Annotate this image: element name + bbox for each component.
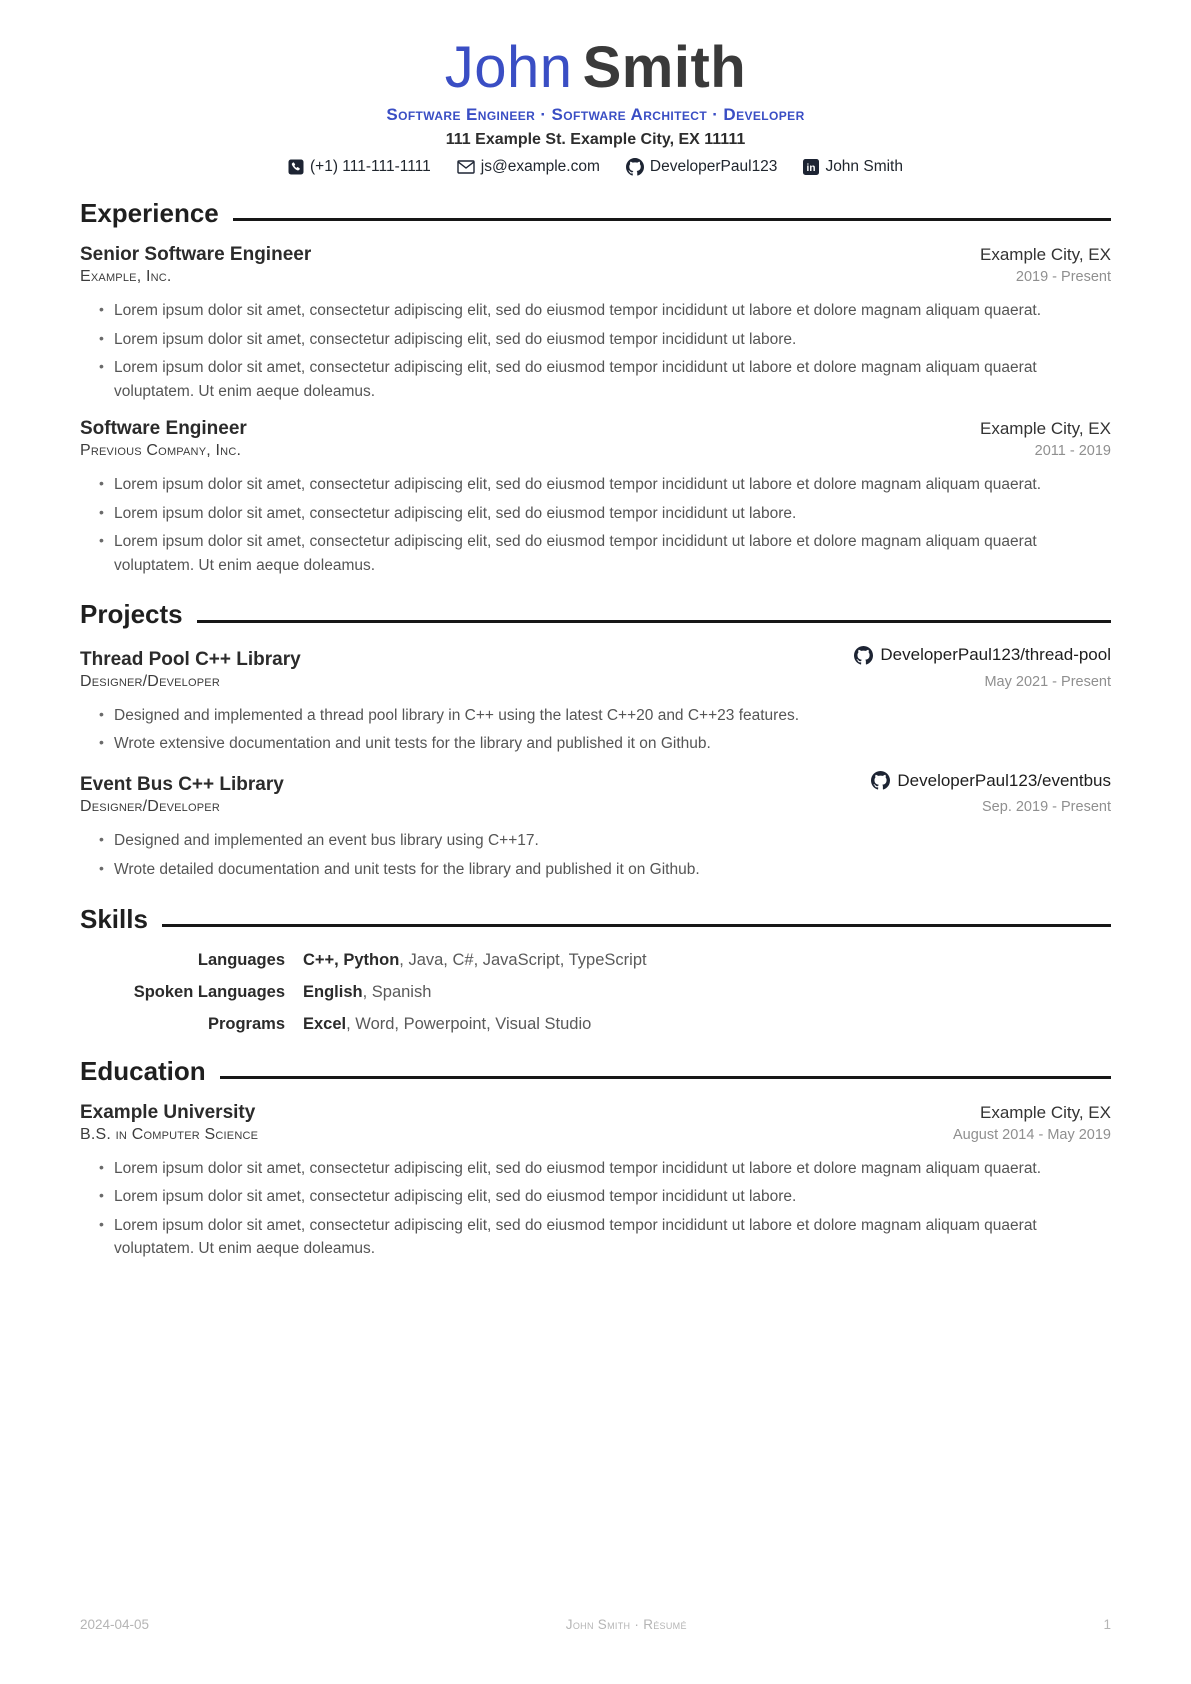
skill-value-strong: Excel — [303, 1014, 347, 1033]
email-contact[interactable] — [457, 158, 600, 176]
section-heading-projects: Projects — [80, 599, 183, 630]
bullet-item: • Lorem ipsum dolor sit amet, consectetur adipiscing elit, sed do eiusmod tempor incididunt ut labore et dolore magnam aliquam quaerat. — [114, 473, 1111, 497]
skill-value-rest: , Spanish — [362, 982, 432, 1001]
project-repo-link[interactable] — [854, 645, 1111, 665]
degree: B.S. in Computer Science — [80, 1125, 259, 1143]
bullet-item: • Lorem ipsum dolor sit amet, consectetur adipiscing elit, sed do eiusmod tempor incididunt ut labore. — [114, 328, 1111, 352]
education-entry — [80, 1102, 1111, 1261]
bullet-item: • Lorem ipsum dolor sit amet, consectetur adipiscing elit, sed do eiusmod tempor incididunt ut labore. — [114, 1185, 1111, 1209]
skill-value-rest: , Word, Powerpoint, Visual Studio — [346, 1014, 592, 1033]
school-location: Example City, EX — [979, 1102, 1111, 1122]
section-rule — [162, 924, 1111, 927]
skills-table — [80, 951, 1111, 1034]
project-dates: May 2021 - Present — [984, 673, 1111, 690]
project-bullets — [80, 829, 1111, 881]
last-name: Smith — [582, 35, 747, 100]
bullet-item: • Lorem ipsum dolor sit amet, consectetur adipiscing elit, sed do eiusmod tempor incididunt ut labore et dolore magnam aliquam quaerat voluptatem. Ut enim aeque doleamus. — [114, 530, 1111, 577]
project-title: Thread Pool C++ Library — [80, 648, 301, 670]
first-name: John — [444, 35, 573, 100]
project-bullets — [80, 704, 1111, 756]
job-bullets — [80, 299, 1111, 403]
skill-value — [303, 983, 1111, 1002]
full-name — [80, 36, 1111, 101]
job-bullets — [80, 473, 1111, 577]
project-dates: Sep. 2019 - Present — [982, 799, 1111, 816]
project-role: Designer/Developer — [80, 798, 220, 816]
project-role: Designer/Developer — [80, 672, 220, 690]
job-dates: 2019 - Present — [1015, 268, 1111, 285]
bullet-item: • Designed and implemented an event bus library using C++17. — [114, 829, 1111, 853]
email-address: js@example.com — [480, 157, 600, 175]
page-footer — [80, 1617, 1111, 1632]
github-icon — [854, 646, 873, 665]
github-icon — [626, 158, 644, 176]
job-location: Example City, EX — [979, 419, 1111, 439]
job-dates: 2011 - 2019 — [1034, 443, 1111, 460]
job-organization: Example, Inc. — [80, 267, 172, 285]
footer-page-number: 1 — [1103, 1617, 1111, 1632]
bullet-item: • Lorem ipsum dolor sit amet, consectetur adipiscing elit, sed do eiusmod tempor incididunt ut labore et dolore magnam aliquam quaerat voluptatem. Ut enim aeque doleamus. — [114, 356, 1111, 403]
phone-contact[interactable] — [288, 158, 431, 176]
linkedin-contact[interactable] — [803, 158, 903, 176]
linkedin-name: John Smith — [825, 157, 903, 175]
footer-date: 2024-04-05 — [80, 1617, 150, 1632]
section-skills-head — [80, 904, 1111, 935]
skill-value-strong: C++, Python — [303, 950, 400, 969]
phone-icon — [288, 159, 304, 175]
skill-label: Spoken Languages — [133, 982, 285, 1001]
job-organization: Previous Company, Inc. — [80, 442, 242, 460]
email-icon — [457, 160, 475, 174]
school-name: Example University — [80, 1101, 256, 1123]
repo-path: DeveloperPaul123/thread-pool — [880, 645, 1111, 665]
skill-value — [303, 1015, 1111, 1034]
skill-label: Programs — [207, 1014, 285, 1033]
bullet-item: • Lorem ipsum dolor sit amet, consectetur adipiscing elit, sed do eiusmod tempor incididunt ut labore. — [114, 502, 1111, 526]
section-rule — [220, 1076, 1111, 1079]
section-projects-head — [80, 599, 1111, 630]
skill-value — [303, 951, 1111, 970]
project-entry — [80, 645, 1111, 756]
skill-value-rest: , Java, C#, JavaScript, TypeScript — [399, 950, 647, 969]
tagline: Software Engineer · Software Architect · Developer — [386, 104, 805, 124]
repo-path: DeveloperPaul123/eventbus — [897, 770, 1111, 790]
phone-number: (+1) 111-111-1111 — [310, 157, 431, 175]
bullet-item: • Lorem ipsum dolor sit amet, consectetur adipiscing elit, sed do eiusmod tempor incididunt ut labore et dolore magnam aliquam quaerat. — [114, 1157, 1111, 1181]
project-title: Event Bus C++ Library — [80, 774, 284, 796]
section-experience-head — [80, 198, 1111, 229]
bullet-item: • Wrote detailed documentation and unit tests for the library and published it on Github. — [114, 858, 1111, 882]
section-education-head — [80, 1056, 1111, 1087]
bullet-item: • Designed and implemented a thread pool library in C++ using the latest C++20 and C++23 features. — [114, 704, 1111, 728]
education-bullets — [80, 1157, 1111, 1261]
github-icon — [871, 771, 890, 790]
section-rule — [233, 218, 1111, 221]
section-heading-education: Education — [80, 1055, 206, 1086]
contact-row — [80, 158, 1111, 176]
project-entry — [80, 771, 1111, 882]
address: 111 Example St. Example City, EX 11111 — [445, 130, 746, 148]
bullet-item: • Lorem ipsum dolor sit amet, consectetur adipiscing elit, sed do eiusmod tempor incididunt ut labore et dolore magnam aliquam quaerat voluptatem. Ut enim aeque doleamus. — [114, 1214, 1111, 1261]
education-dates: August 2014 - May 2019 — [953, 1126, 1111, 1143]
github-contact[interactable] — [626, 158, 778, 176]
section-rule — [197, 620, 1111, 623]
resume-header — [80, 36, 1111, 176]
experience-entry — [80, 244, 1111, 403]
job-location: Example City, EX — [979, 244, 1111, 264]
experience-entry — [80, 418, 1111, 577]
bullet-item: • Wrote extensive documentation and unit tests for the library and published it on Github. — [114, 732, 1111, 756]
section-heading-skills: Skills — [80, 903, 148, 934]
project-repo-link[interactable] — [871, 771, 1111, 791]
bullet-item: • Lorem ipsum dolor sit amet, consectetur adipiscing elit, sed do eiusmod tempor incididunt ut labore et dolore magnam aliquam quaerat. — [114, 299, 1111, 323]
section-heading-experience: Experience — [80, 197, 219, 228]
footer-title: John Smith · Résumé — [565, 1617, 687, 1632]
job-title: Software Engineer — [80, 418, 247, 440]
svg-text:in: in — [806, 162, 816, 174]
linkedin-icon — [803, 159, 819, 175]
job-title: Senior Software Engineer — [80, 243, 312, 265]
skill-value-strong: English — [303, 982, 363, 1001]
skill-label: Languages — [197, 950, 285, 969]
github-username: DeveloperPaul123 — [649, 157, 778, 175]
